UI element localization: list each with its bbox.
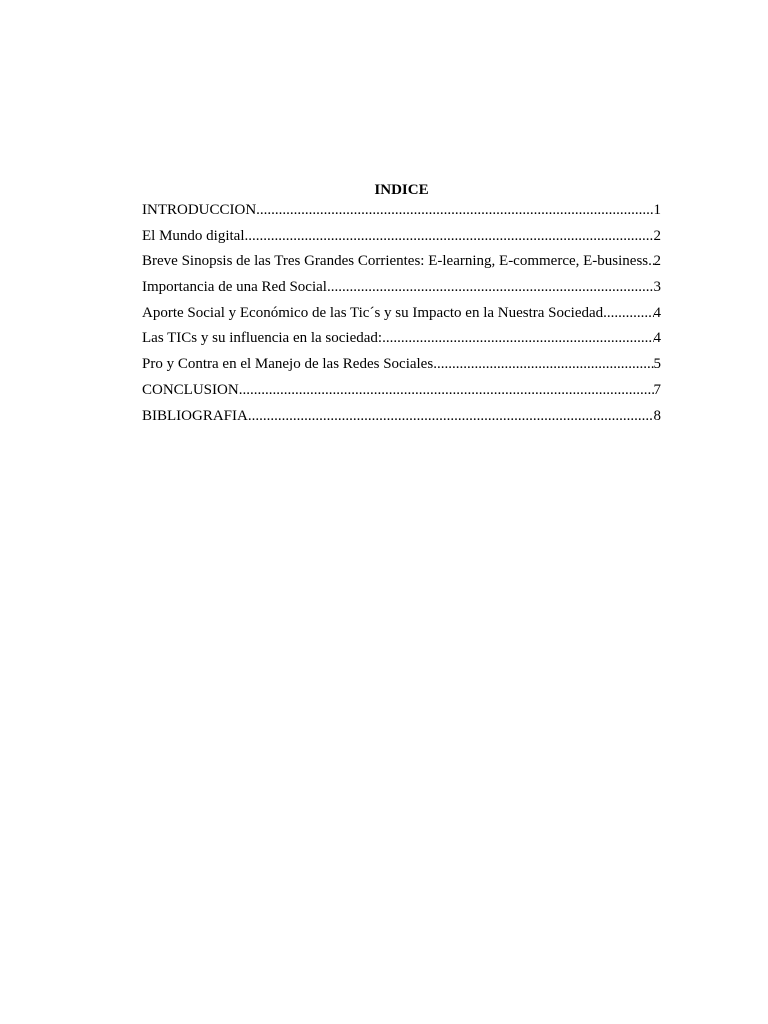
toc-dot-leader — [245, 227, 654, 245]
toc-entry-label: Breve Sinopsis de las Tres Grandes Corrientes: E-learning, E-commerce, E-business — [142, 253, 649, 270]
toc-dot-leader — [327, 278, 654, 296]
toc-entry-label: El Mundo digital — [142, 227, 245, 244]
toc-dot-leader — [239, 381, 654, 399]
toc-dot-leader — [382, 329, 653, 347]
toc-entry-conclusion[interactable] — [142, 381, 661, 407]
toc-page-number: 2 — [653, 253, 661, 270]
toc-page-number: 5 — [653, 356, 661, 373]
toc-entry-label: Pro y Contra en el Manejo de las Redes Sociales — [142, 356, 434, 373]
toc-entry-label: Las TICs y su influencia en la sociedad: — [142, 330, 383, 347]
toc-page-number: 1 — [653, 202, 661, 218]
toc-page-number: 3 — [653, 279, 661, 296]
toc-entry-pro-contra[interactable] — [142, 355, 661, 381]
toc-entry-aporte-social[interactable] — [142, 304, 661, 330]
toc-page-number: 2 — [653, 227, 661, 244]
toc-page-number: 7 — [653, 381, 661, 398]
toc-entry-label: CONCLUSION — [142, 381, 239, 398]
toc-entry-label: Aporte Social y Económico de las Tic´s y su Impacto en la Nuestra Sociedad — [142, 304, 604, 321]
toc-entry-mundo-digital[interactable] — [142, 227, 661, 253]
toc-dot-leader — [433, 355, 653, 373]
toc-entry-red-social[interactable] — [142, 278, 661, 304]
toc-page-number: 4 — [653, 304, 661, 321]
toc-entry-breve-sinopsis[interactable] — [142, 252, 661, 278]
toc-entry-bibliografia[interactable] — [142, 407, 661, 433]
toc-entry-label: BIBLIOGRAFIA — [142, 407, 248, 424]
toc-dot-leader — [248, 407, 654, 425]
toc-page-number: 4 — [653, 330, 661, 347]
toc-page-number: 8 — [653, 407, 661, 424]
toc-entry-label: INTRODUCCION — [142, 202, 257, 218]
toc-dot-leader — [603, 304, 653, 322]
toc-entry-label: Importancia de una Red Social — [142, 279, 327, 296]
page-title: INDICE — [374, 182, 429, 198]
toc-entry-tics-influencia[interactable] — [142, 329, 661, 355]
toc-dot-leader — [256, 201, 653, 219]
table-of-contents — [142, 201, 661, 432]
toc-entry-introduccion[interactable] — [142, 201, 661, 227]
